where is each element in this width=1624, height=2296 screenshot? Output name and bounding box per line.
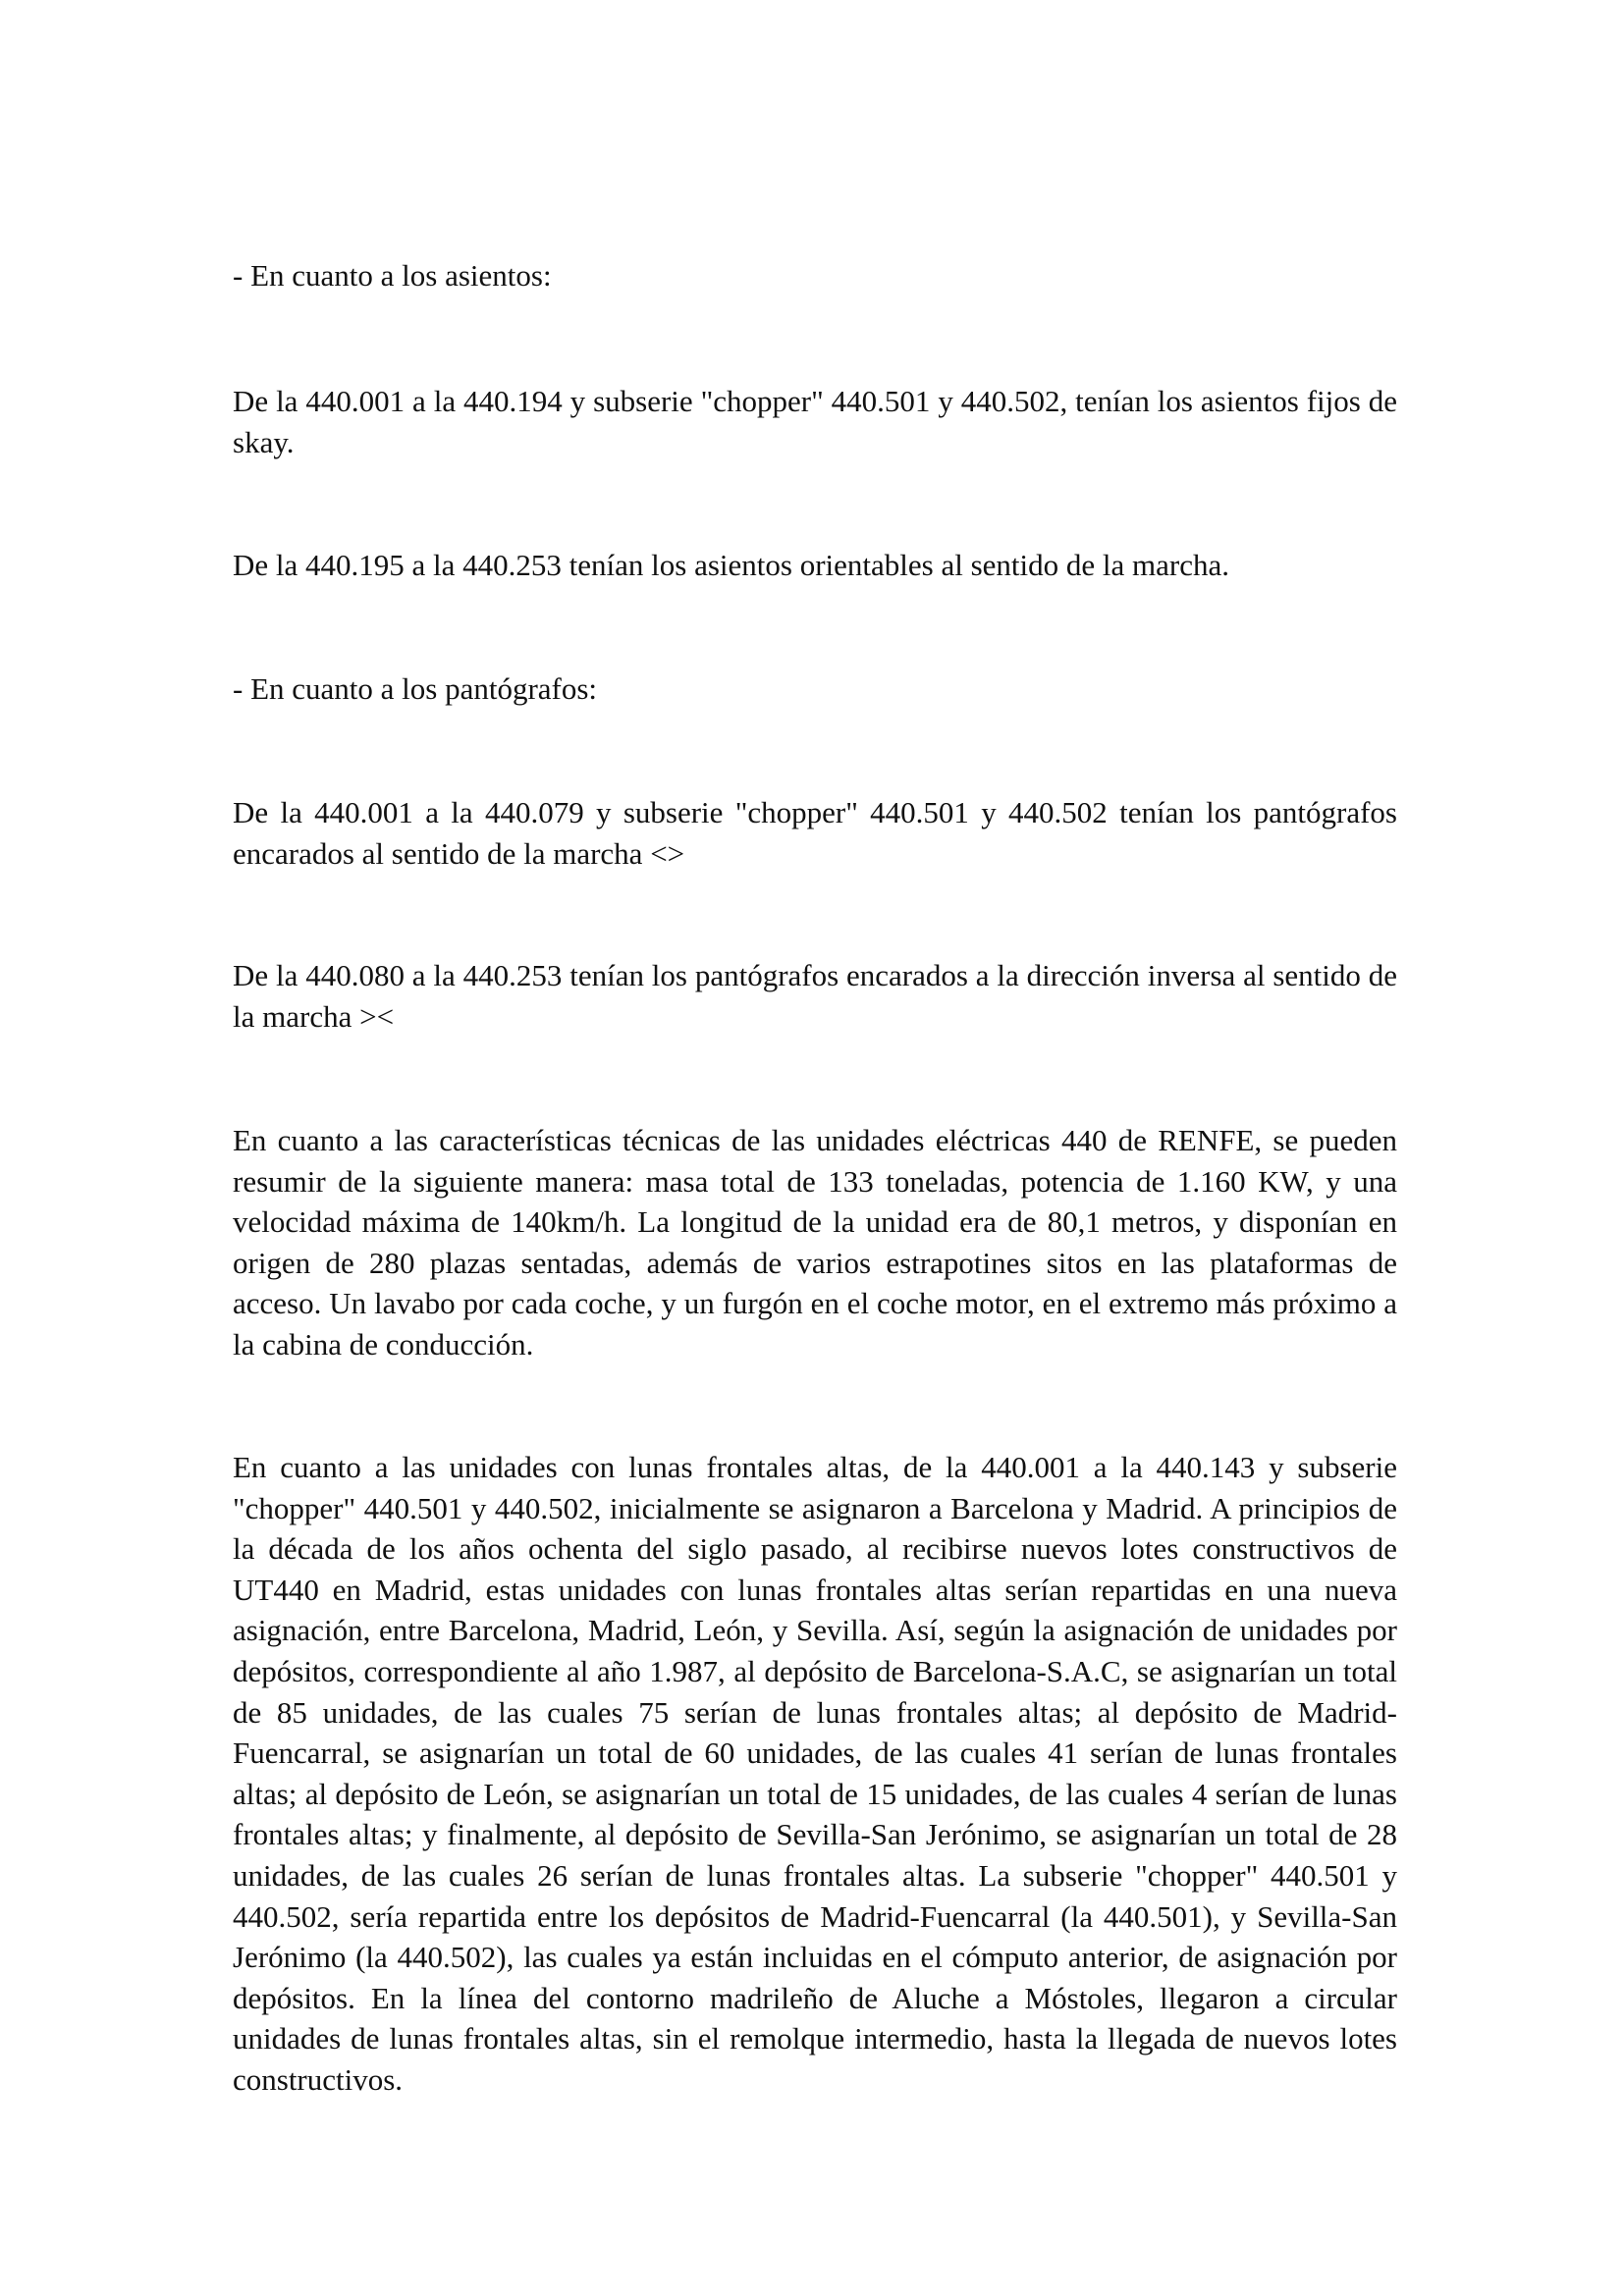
paragraph-technical-characteristics: En cuanto a las características técnicas de las unidades eléctricas 440 de RENFE, se pueden resumir de la siguiente manera: masa total de 133 toneladas, potencia de 1.160 KW, y una velocidad máxima de 140km/h. La longitud de la unidad era de 80,1 metros, y disponían en origen de 280 plazas sentadas, además de varios estrapotines sitos en las plataformas de acceso. Un lavabo por cada coche, y un furgón en el coche motor, en el extremo más próximo a la cabina de conducción.	[233, 1123, 1397, 1362]
paragraph-fixed-seats: De la 440.001 a la 440.194 y subserie "chopper" 440.501 y 440.502, tenían los asientos fijos de skay.	[233, 384, 1397, 459]
paragraph-orientable-seats: De la 440.195 a la 440.253 tenían los asientos orientables al sentido de la marcha.	[233, 548, 1229, 582]
heading-pantographs: - En cuanto a los pantógrafos:	[233, 671, 598, 706]
paragraph-pantographs-inverse: De la 440.080 a la 440.253 tenían los pantógrafos encarados a la dirección inversa al sentido de la marcha ><	[233, 958, 1397, 1034]
paragraph-pantographs-forward: De la 440.001 a la 440.079 y subserie "chopper" 440.501 y 440.502 tenían los pantógrafos encarados al sentido de la marcha <>	[233, 795, 1397, 871]
paragraph-high-windscreen-units: En cuanto a las unidades con lunas frontales altas, de la 440.001 a la 440.143 y subserie "chopper" 440.501 y 440.502, inicialmente se asignaron a Barcelona y Madrid. A principios de la década de los años ochenta del siglo pasado, al recibirse nuevos lotes constructivos de UT440 en Madrid, estas unidades con lunas frontales altas serían repartidas en una nueva asignación, entre Barcelona, Madrid, León, y Sevilla. Así, según la asignación de unidades por depósitos, correspondiente al año 1.987, al depósito de Barcelona-S.A.C, se asignarían un total de 85 unidades, de las cuales 75 serían de lunas frontales altas; al depósito de Madrid-Fuencarral, se asignarían un total de 60 unidades, de las cuales 41 serían de lunas frontales altas; al depósito de León, se asignarían un total de 15 unidades, de las cuales 4 serían de lunas frontales altas; y finalmente, al depósito de Sevilla-San Jerónimo, se asignarían un total de 28 unidades, de las cuales 26 serían de lunas frontales altas. La subserie "chopper" 440.501 y 440.502, sería repartida entre los depósitos de Madrid-Fuencarral (la 440.501), y Sevilla-San Jerónimo (la 440.502), las cuales ya están incluidas en el cómputo anterior, de asignación por depósitos. En la línea del contorno madrileño de Aluche a Móstoles, llegaron a circular unidades de lunas frontales altas, sin el remolque intermedio, hasta la llegada de nuevos lotes constructivos.	[233, 1450, 1397, 2097]
heading-seats: - En cuanto a los asientos:	[233, 258, 552, 293]
